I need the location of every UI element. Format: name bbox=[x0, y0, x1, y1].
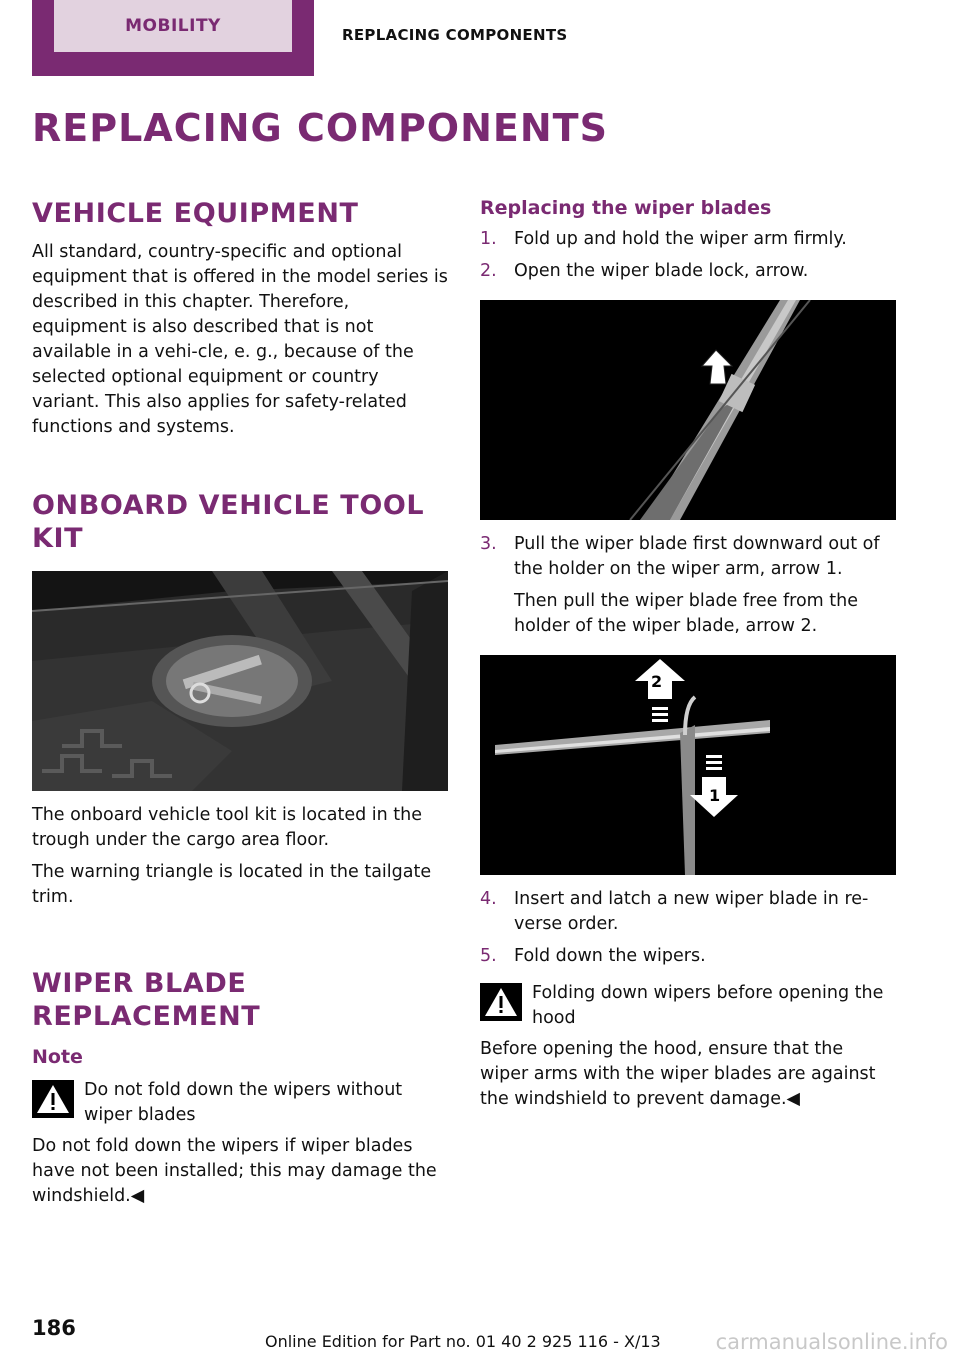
wiper-lock-photo bbox=[480, 300, 896, 520]
chapter-tab-label: MOBILITY bbox=[125, 16, 221, 36]
step-item bbox=[480, 944, 896, 969]
tool-kit-heading: ONBOARD VEHICLE TOOL KIT bbox=[32, 490, 425, 554]
step-number: 5. bbox=[480, 945, 497, 966]
steps-list-b bbox=[480, 532, 896, 639]
steps-list-c bbox=[480, 887, 896, 969]
step-text: Pull the wiper blade first downward out of the holder on the wiper arm, arrow 1. bbox=[514, 533, 880, 579]
hood-warning-body: Before opening the hood, ensure that the wiper arms with the wiper blades are against the windshield to prevent damage.◀ bbox=[480, 1038, 876, 1109]
step-number: 4. bbox=[480, 888, 497, 909]
steps-list-a bbox=[480, 227, 896, 284]
wiper-warning bbox=[32, 1078, 448, 1128]
step-number: 1. bbox=[480, 228, 497, 249]
note-heading: Note bbox=[32, 1045, 83, 1068]
left-column bbox=[32, 190, 448, 1209]
step-item bbox=[480, 259, 896, 284]
page-title: REPLACING COMPONENTS bbox=[32, 106, 608, 150]
tool-kit-para2: The warning triangle is located in the tailgate trim. bbox=[32, 862, 432, 908]
step-item bbox=[480, 532, 896, 582]
chapter-tab-inner bbox=[54, 0, 292, 52]
wiper-warning-body: Do not fold down the wipers if wiper blades have not been installed; this may damage the windshield.◀ bbox=[32, 1135, 437, 1206]
wiper-replacement-heading: WIPER BLADE REPLACEMENT bbox=[32, 968, 261, 1032]
wiper-removal-photo bbox=[480, 655, 896, 875]
step-text: Fold down the wipers. bbox=[514, 945, 706, 966]
step-text: Open the wiper blade lock, arrow. bbox=[514, 260, 809, 281]
arrow-label-1: 1 bbox=[709, 785, 721, 805]
running-header: REPLACING COMPONENTS bbox=[342, 26, 568, 44]
page-number: 186 bbox=[32, 1316, 76, 1340]
vehicle-equipment-heading: VEHICLE EQUIPMENT bbox=[32, 198, 359, 229]
step-text: Fold up and hold the wiper arm firmly. bbox=[514, 228, 847, 249]
step-item bbox=[480, 227, 896, 252]
step-text-extra: Then pull the wiper blade free from the holder of the wiper blade, arrow 2. bbox=[514, 590, 858, 636]
step-text: Insert and latch a new wiper blade in re-verse order. bbox=[514, 888, 869, 934]
right-column bbox=[480, 196, 896, 1112]
step-number: 2. bbox=[480, 260, 497, 281]
arrow-label-2: 2 bbox=[651, 671, 663, 691]
hood-warning-title: Folding down wipers before opening the hood bbox=[532, 982, 884, 1028]
wiper-warning-title: Do not fold down the wipers without wiper blades bbox=[84, 1079, 403, 1125]
edition-footer: Online Edition for Part no. 01 40 2 925 116 - X/13 bbox=[265, 1332, 661, 1351]
replacing-wiper-heading: Replacing the wiper blades bbox=[480, 197, 772, 219]
vehicle-equipment-body: All standard, country-specific and optional equipment that is offered in the model series is described in this chapter. Therefore, equipment is also described that is not available in a vehi-cle, e. g., because of the selected optional equipment or country variant. This also applies for safety-related functions and systems. bbox=[32, 242, 448, 438]
step-item-continued bbox=[480, 589, 896, 639]
watermark: carmanualsonline.info bbox=[715, 1330, 948, 1354]
tool-kit-para1: The onboard vehicle tool kit is located in the trough under the cargo area floor. bbox=[32, 805, 423, 851]
step-item bbox=[480, 887, 896, 937]
warning-icon bbox=[480, 983, 522, 1021]
step-number: 3. bbox=[480, 533, 497, 554]
warning-icon bbox=[32, 1080, 74, 1118]
chapter-tab bbox=[32, 0, 314, 76]
tool-kit-photo bbox=[32, 571, 448, 791]
hood-warning bbox=[480, 981, 896, 1031]
